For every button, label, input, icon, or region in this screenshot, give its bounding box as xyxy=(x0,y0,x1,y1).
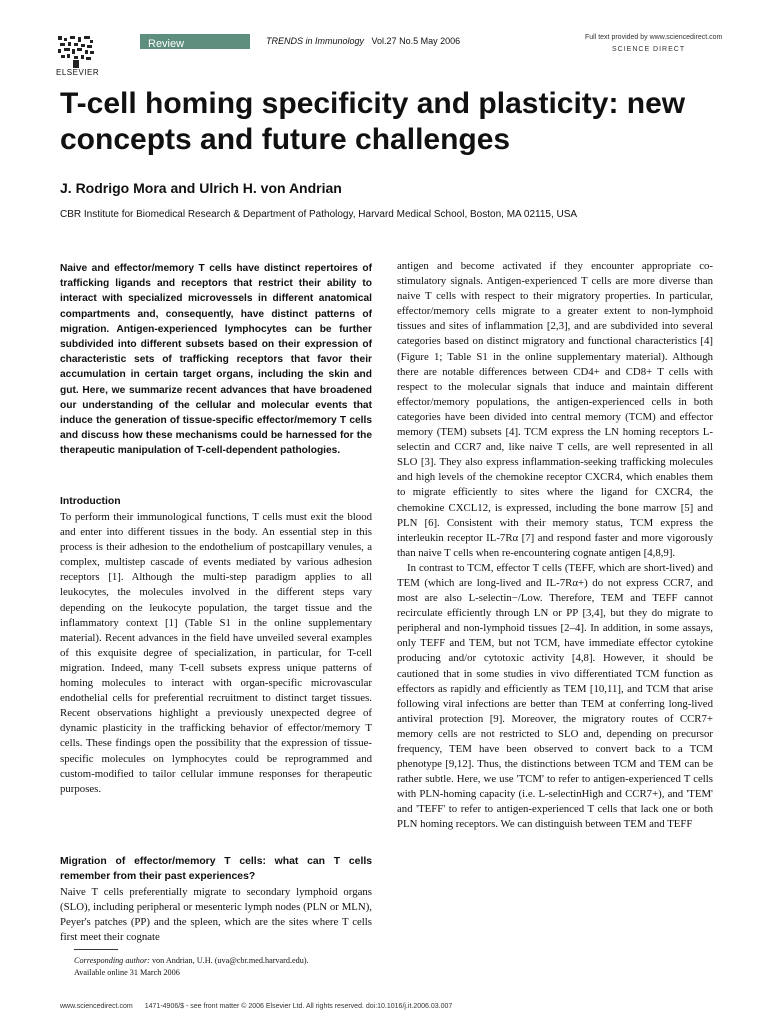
footnote xyxy=(74,955,374,979)
footnote-divider xyxy=(74,949,118,950)
right-paragraph-1: antigen and become activated if they encounter appropriate co-stimulatory signals. Antigen-experienced T cells are more diverse than naive T cells with respect to their migratory properties. In particular, effector/memory cells migrate to a greater extent to non-lymphoid tissues and sites of inflammation [2,3], and are subdivided into several categories based on distinct migratory and functional characteristics [4] (Figure 1; Table S1 in the online supplementary material). Although there are notable differences between CD4+ and CD8+ T cells with respect to the molecular signals that induce and maintain different effector/memory populations, the antigen-experienced cells in both categories have been divided into central memory (TCM) and effector memory (TEM) subsets [4]. TCM express the LN homing receptors L-selectin and CCR7 and, like naive T cells, are well represented in all SLO [3]. They also express inflammation-seeking trafficking molecules and high levels of the chemokine receptor CXCR4, which enables them to migrate efficiently to sites where the ligand for CXCR4, the chemokine CXCL12, is expressed, including the bone marrow [5] and PLN [6]. Consistent with their memory status, TCM express the interleukin receptor IL-7Rα [7] and respond faster and more vigorously than naive T cells when re-encountering cognate antigen [4,8,9]. xyxy=(397,260,713,559)
intro-heading: Introduction xyxy=(60,496,121,507)
section-label: Review xyxy=(148,38,185,50)
article-title: T-cell homing specificity and plasticity: new concepts and future challenges xyxy=(60,87,686,156)
abstract: Naive and effector/memory T cells have distinct repertoires of trafficking ligands and receptors that restrict their ability to interact with specialized microvessels in different anatomical compartments and, consequently, have distinct patterns of migration. Antigen-experienced lymphocytes can be further subdivided into different subsets based on their expression of characteristic sets of trafficking receptors that favor their accumulation in certain target organs, including the skin and gut. Here, we summarize recent advances that have broadened our understanding of the cellular and molecular events that induce the generation of tissue-specific effector/memory T cells and discuss how these mechanisms could be harnessed for the therapeutic manipulation of T-cell-dependent pathologies. xyxy=(60,263,372,457)
footer-info: 1471-4906/$ - see front matter © 2006 Elsevier Ltd. All rights reserved. doi:10.1016/j.it.2006.03.007 xyxy=(144,1003,453,1010)
section-badge xyxy=(140,34,250,49)
article-authors: J. Rodrigo Mora and Ulrich H. von Andrian xyxy=(60,180,342,196)
sciencedirect-logo xyxy=(612,46,685,53)
journal-name: TRENDS in Immunology xyxy=(266,36,365,46)
article-affiliation: CBR Institute for Biomedical Research & Department of Pathology, Harvard Medical School, Boston, MA 02115, USA xyxy=(60,209,578,220)
fulltext-link[interactable]: Full text provided by www.sciencedirect.com xyxy=(585,34,723,41)
right-paragraph-2: In contrast to TCM, effector T cells (TEFF, which are short-lived) and TEM (which are long-lived and IL-7Rα+) do not express CCR7, and most are also L-selectin−/Low. Therefore, TEM and TEFF cannot recirculate efficiently through LN or PP [3,4], but they do migrate to peripheral and non-lymphoid tissues [2–4]. In addition, in some assays, only TEFF and TEM, but not TCM, have immediate effector cytokine producing and/or cytotoxic activity [4,8]. However, it should be cautioned that in some studies in vivo differentiated TCM function as effectors as rapidly and efficiently as TEM [10,11], and TCM that arise following viral infections are better than TEM at conferring long-lived antiviral protection [9]. Moreover, the migratory routes of CCR7+ memory cells are not restricted to SLO and, depending on precursor frequency, TEM have been observed to convert back to a TCM phenotype [9,12]. Thus, the distinctions between TCM and TEM can be rather subtle. Here, we use 'TCM' to refer to antigen-experienced T cells with PLN-homing capacity (i.e. L-selectinHigh and CCR7+), and 'TEM' and 'TEFF' to refer to antigen-experienced T cells that lack one or both PLN homing receptors. We can distinguish between TEM and TEFF xyxy=(397,561,713,831)
volume-info: Vol.27 No.5 May 2006 xyxy=(371,36,461,46)
page-footer xyxy=(60,1003,452,1010)
publisher-logo-text: ELSEVIER xyxy=(56,68,100,77)
footer-site-link[interactable]: www.sciencedirect.com xyxy=(60,1003,133,1010)
migration-paragraph: Naive T cells preferentially migrate to secondary lymphoid organs (SLO), including peripheral or mesenteric lymph nodes (PLN or MLN), Peyer's patches (PP) and the spleen, which are the sites where T cells first meet their cognate xyxy=(60,886,372,944)
available-online: Available online 31 March 2006 xyxy=(74,968,180,977)
footnote-text: von Andrian, U.H. (uva@cbr.med.harvard.edu). xyxy=(151,956,309,965)
intro-paragraph: To perform their immunological functions, T cells must exit the blood and enter into different tissues in the body. An essential step in this process is their adhesion to the endothelium of postcapillary venules, a complex, multistep cascade of events mediated by various adhesion receptors [1]. Although the multi-step paradigm applies to all leukocytes, the molecules involved in the different steps vary depending on the leukocyte population, the target tissue and the inflammatory context [1] (Table S1 in the online supplementary material). Recent advances in the field have unveiled several examples of this exquisite degree of specialization, in particular, for T-cell migration. Indeed, many T-cell subsets express unique patterns of homing molecules to interact with organ-specific microvascular endothelial cells for preferential recruitment to distinct target tissues. Recent observations highlight a previously unexpected degree of dynamic plasticity in the trafficking behavior of effector/memory T cells. These findings open the possibility that the expression of tissue-specific molecules on lymphocytes could be reprogrammed and custom-modified to tailor cellular immune responses for therapeutic purposes. xyxy=(60,511,372,795)
migration-heading: Migration of effector/memory T cells: what can T cells remember from their past experiences? xyxy=(60,856,372,882)
journal-info xyxy=(266,36,460,46)
footnote-label: Corresponding author: xyxy=(74,956,150,965)
sciencedirect-logo-text: SCIENCE DIRECT xyxy=(612,46,686,53)
right-column xyxy=(397,259,713,833)
